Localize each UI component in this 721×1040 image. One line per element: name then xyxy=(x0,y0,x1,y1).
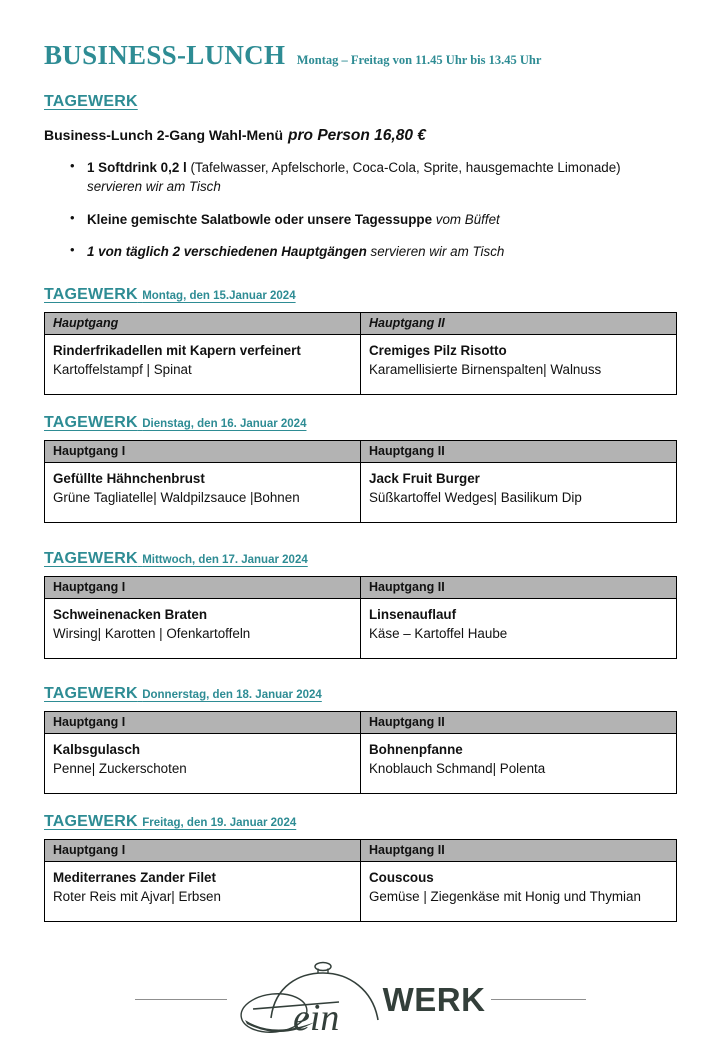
bullet-icon: • xyxy=(70,158,75,173)
dish-title: Bohnenpfanne xyxy=(369,741,463,757)
table-row xyxy=(45,861,677,921)
dish-sides: Knoblauch Schmand| Polenta xyxy=(369,760,546,776)
dish-title: Kalbsgulasch xyxy=(53,741,141,757)
day-section-friday xyxy=(44,813,677,922)
dish-sides: Käse – Kartoffel Haube xyxy=(369,625,508,641)
day-section-tuesday xyxy=(44,414,677,523)
dish-title: Jack Fruit Burger xyxy=(369,470,480,486)
table-header-row xyxy=(45,312,677,334)
menu-price: pro Person 16,80 € xyxy=(288,127,426,144)
dish-cell xyxy=(361,598,677,658)
table-row xyxy=(45,334,677,394)
day-heading-date: Donnerstag, den 18. Januar 2024 xyxy=(142,688,322,701)
day-heading-tagewerk: TAGEWERK xyxy=(44,413,138,431)
list-item xyxy=(68,158,677,197)
day-section-monday xyxy=(44,286,677,395)
day-heading-date: Freitag, den 19. Januar 2024 xyxy=(142,816,297,829)
cloche-logo-icon xyxy=(231,960,399,1040)
dish-sides: Wirsing| Karotten | Ofenkartoffeln xyxy=(53,625,251,641)
menu-summary-bold: Business-Lunch 2-Gang Wahl-Menü xyxy=(44,127,284,143)
page-title: BUSINESS-LUNCH xyxy=(44,40,286,70)
day-section-wednesday xyxy=(44,550,677,659)
list-item: • 1 von täglich 2 verschiedenen Hauptgängen servieren wir am Tisch xyxy=(70,242,505,260)
column-header: Hauptgang I xyxy=(45,440,361,462)
table-header-row xyxy=(45,711,677,733)
dish-title: Rinderfrikadellen mit Kapern verfeinert xyxy=(53,342,301,358)
column-header: Hauptgang II xyxy=(361,312,677,334)
dish-title: Gefüllte Hähnchenbrust xyxy=(53,470,205,486)
dish-title: Couscous xyxy=(369,869,434,885)
dish-cell xyxy=(45,598,361,658)
list-item: • Kleine gemischte Salatbowle oder unsere Tagessuppe vom Büffet xyxy=(70,209,500,227)
table-row xyxy=(45,598,677,658)
dish-cell xyxy=(361,733,677,793)
svg-text:ein: ein xyxy=(292,996,340,1039)
bullet-text: 1 Softdrink 0,2 l (Tafelwasser, Apfelschorle, Coca-Cola, Sprite, hausgemachte Limonade) xyxy=(87,160,621,175)
dish-title: Mediterranes Zander Filet xyxy=(53,869,216,885)
divider xyxy=(491,999,586,1000)
column-header: Hauptgang xyxy=(45,312,361,334)
dish-sides: Penne| Zuckerschoten xyxy=(53,760,187,776)
feinwerk-logo xyxy=(231,960,486,1040)
bullet-text-line2: servieren wir am Tisch xyxy=(87,179,221,195)
column-header: Hauptgang II xyxy=(361,839,677,861)
tagewerk-main-heading: TAGEWERK xyxy=(44,93,138,110)
day-heading xyxy=(44,414,677,432)
table-row xyxy=(45,462,677,522)
dish-cell xyxy=(361,462,677,522)
column-header: Hauptgang II xyxy=(361,711,677,733)
menu-table xyxy=(44,711,677,794)
dish-title: Schweinenacken Braten xyxy=(53,606,208,622)
dish-cell xyxy=(45,462,361,522)
menu-table xyxy=(44,576,677,659)
dish-cell xyxy=(45,733,361,793)
column-header: Hauptgang II xyxy=(361,576,677,598)
logo-wordmark: WERK xyxy=(382,981,486,1019)
menu-summary-line xyxy=(44,127,677,145)
title-row xyxy=(44,40,677,71)
bullet-icon: • xyxy=(70,209,75,225)
table-header-row xyxy=(45,839,677,861)
day-heading xyxy=(44,286,677,304)
dish-cell xyxy=(45,334,361,394)
menu-table xyxy=(44,839,677,922)
menu-table xyxy=(44,440,677,523)
dish-sides: Grüne Tagliatelle| Waldpilzsauce |Bohnen xyxy=(53,489,300,505)
table-header-row xyxy=(45,576,677,598)
bullet-icon: • xyxy=(70,242,75,258)
page-subtitle: Montag – Freitag von 11.45 Uhr bis 13.45 Uhr xyxy=(296,53,542,67)
day-section-thursday xyxy=(44,685,677,794)
divider xyxy=(135,999,227,1000)
dish-cell xyxy=(45,861,361,921)
day-heading xyxy=(44,550,677,568)
column-header: Hauptgang I xyxy=(45,839,361,861)
day-heading-tagewerk: TAGEWERK xyxy=(44,812,138,830)
footer-logo xyxy=(44,960,677,1040)
column-header: Hauptgang I xyxy=(45,576,361,598)
dish-sides: Karamellisierte Birnenspalten| Walnuss xyxy=(369,361,602,377)
day-heading-tagewerk: TAGEWERK xyxy=(44,285,138,303)
dish-sides: Kartoffelstampf | Spinat xyxy=(53,361,192,377)
dish-sides: Süßkartoffel Wedges| Basilikum Dip xyxy=(369,489,582,505)
dish-title: Linsenauflauf xyxy=(369,606,457,622)
day-heading xyxy=(44,813,677,831)
day-heading xyxy=(44,685,677,703)
column-header: Hauptgang II xyxy=(361,440,677,462)
day-heading-tagewerk: TAGEWERK xyxy=(44,549,138,567)
dish-cell xyxy=(361,334,677,394)
day-heading-tagewerk: TAGEWERK xyxy=(44,684,138,702)
dish-sides: Gemüse | Ziegenkäse mit Honig und Thymian xyxy=(369,888,641,904)
day-heading-date: Montag, den 15.Januar 2024 xyxy=(142,289,296,302)
dish-cell xyxy=(361,861,677,921)
table-header-row xyxy=(45,440,677,462)
dish-sides: Roter Reis mit Ajvar| Erbsen xyxy=(53,888,221,904)
day-heading-date: Dienstag, den 16. Januar 2024 xyxy=(142,417,307,430)
day-heading-date: Mittwoch, den 17. Januar 2024 xyxy=(142,553,308,566)
column-header: Hauptgang I xyxy=(45,711,361,733)
menu-table xyxy=(44,312,677,395)
dish-title: Cremiges Pilz Risotto xyxy=(369,342,507,358)
table-row xyxy=(45,733,677,793)
included-items-list xyxy=(44,158,677,262)
